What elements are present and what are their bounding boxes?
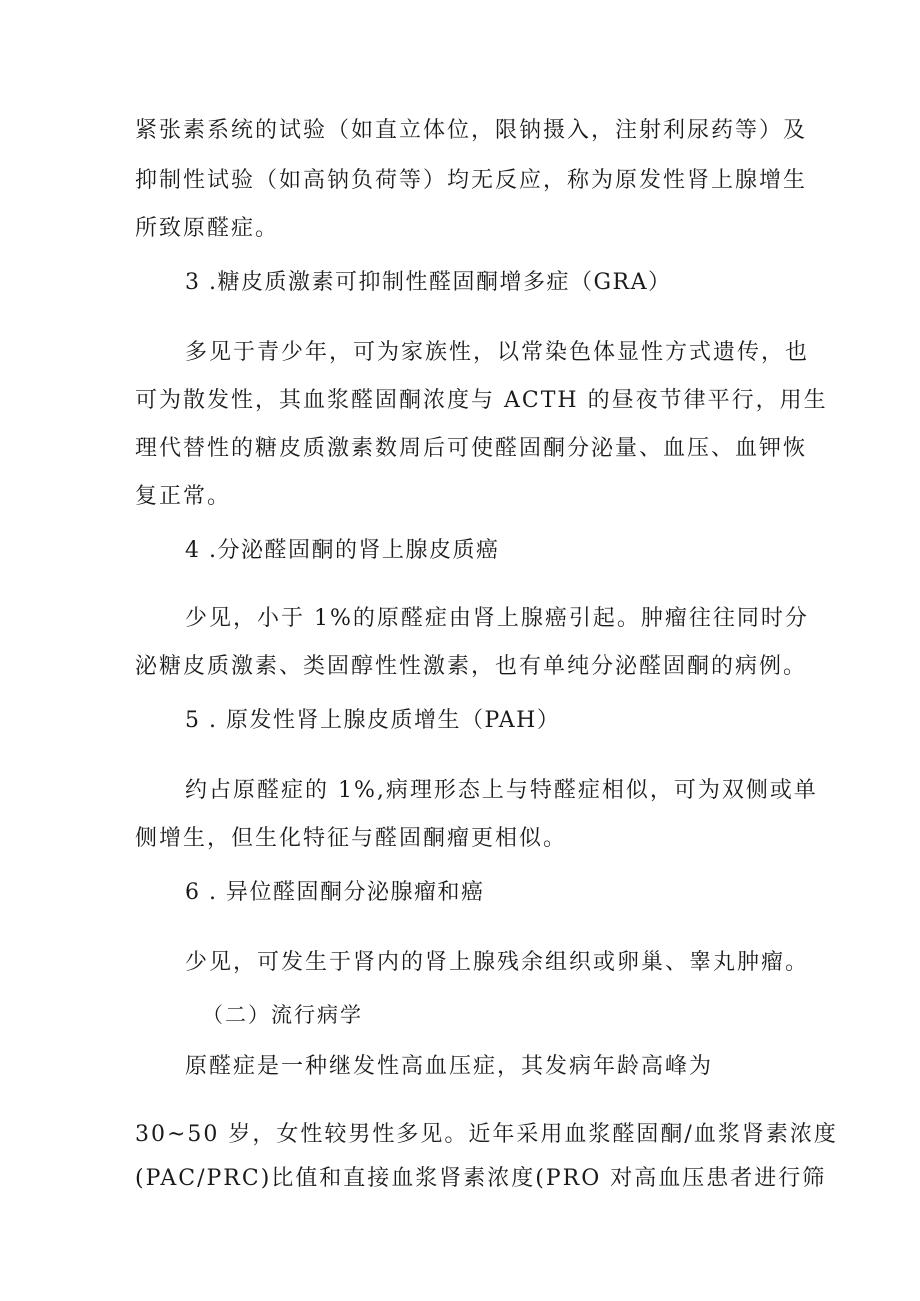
paragraph-line: 紧张素系统的试验（如直立体位，限钠摄入，注射利尿药等）及 <box>135 118 808 143</box>
paragraph-line: 可为散发性，其血浆醛固酮浓度与 ACTH 的昼夜节律平行，用生 <box>135 388 828 413</box>
paragraph-line: 所致原醛症。 <box>135 216 280 241</box>
paragraph-line: 少见，可发生于肾内的肾上腺残余组织或卵巢、睾丸肿瘤。 <box>185 950 810 975</box>
paragraph-line: 泌糖皮质激素、类固醇性性激素，也有单纯分泌醛固酮的病例。 <box>135 654 808 679</box>
paragraph-line: 复正常。 <box>135 484 232 509</box>
paragraph-line: 多见于青少年，可为家族性，以常染色体显性方式遗传，也 <box>185 340 810 365</box>
paragraph-line: 理代替性的糖皮质激素数周后可使醛固酮分泌量、血压、血钾恢 <box>135 436 808 461</box>
paragraph-line: 侧增生，但生化特征与醛固酮瘤更相似。 <box>135 826 568 851</box>
paragraph-line: 30~50 岁，女性较男性多见。近年采用血浆醛固酮/血浆肾素浓度 <box>135 1122 838 1147</box>
section-heading: 4 .分泌醛固酮的肾上腺皮质癌 <box>185 538 500 563</box>
paragraph-line: 约占原醛症的 1%,病理形态上与特醛症相似，可为双侧或单 <box>185 778 818 803</box>
paragraph-line: 原醛症是一种继发性高血压症，其发病年龄高峰为 <box>185 1054 714 1079</box>
paragraph-line: (PAC/PRC)比值和直接血浆肾素浓度(PRO 对高血压患者进行筛 <box>135 1166 827 1191</box>
section-heading: 5 . 原发性肾上腺皮质增生（PAH） <box>185 708 561 733</box>
subsection-heading: （二）流行病学 <box>202 1003 363 1027</box>
section-heading: 6 . 异位醛固酮分泌腺瘤和癌 <box>185 880 485 905</box>
section-heading: 3 .糖皮质激素可抑制性醛固酮增多症（GRA） <box>185 270 672 295</box>
paragraph-line: 少见，小于 1%的原醛症由肾上腺癌引起。肿瘤往往同时分 <box>185 606 809 631</box>
paragraph-line: 抑制性试验（如高钠负荷等）均无反应，称为原发性肾上腺增生 <box>135 168 808 193</box>
